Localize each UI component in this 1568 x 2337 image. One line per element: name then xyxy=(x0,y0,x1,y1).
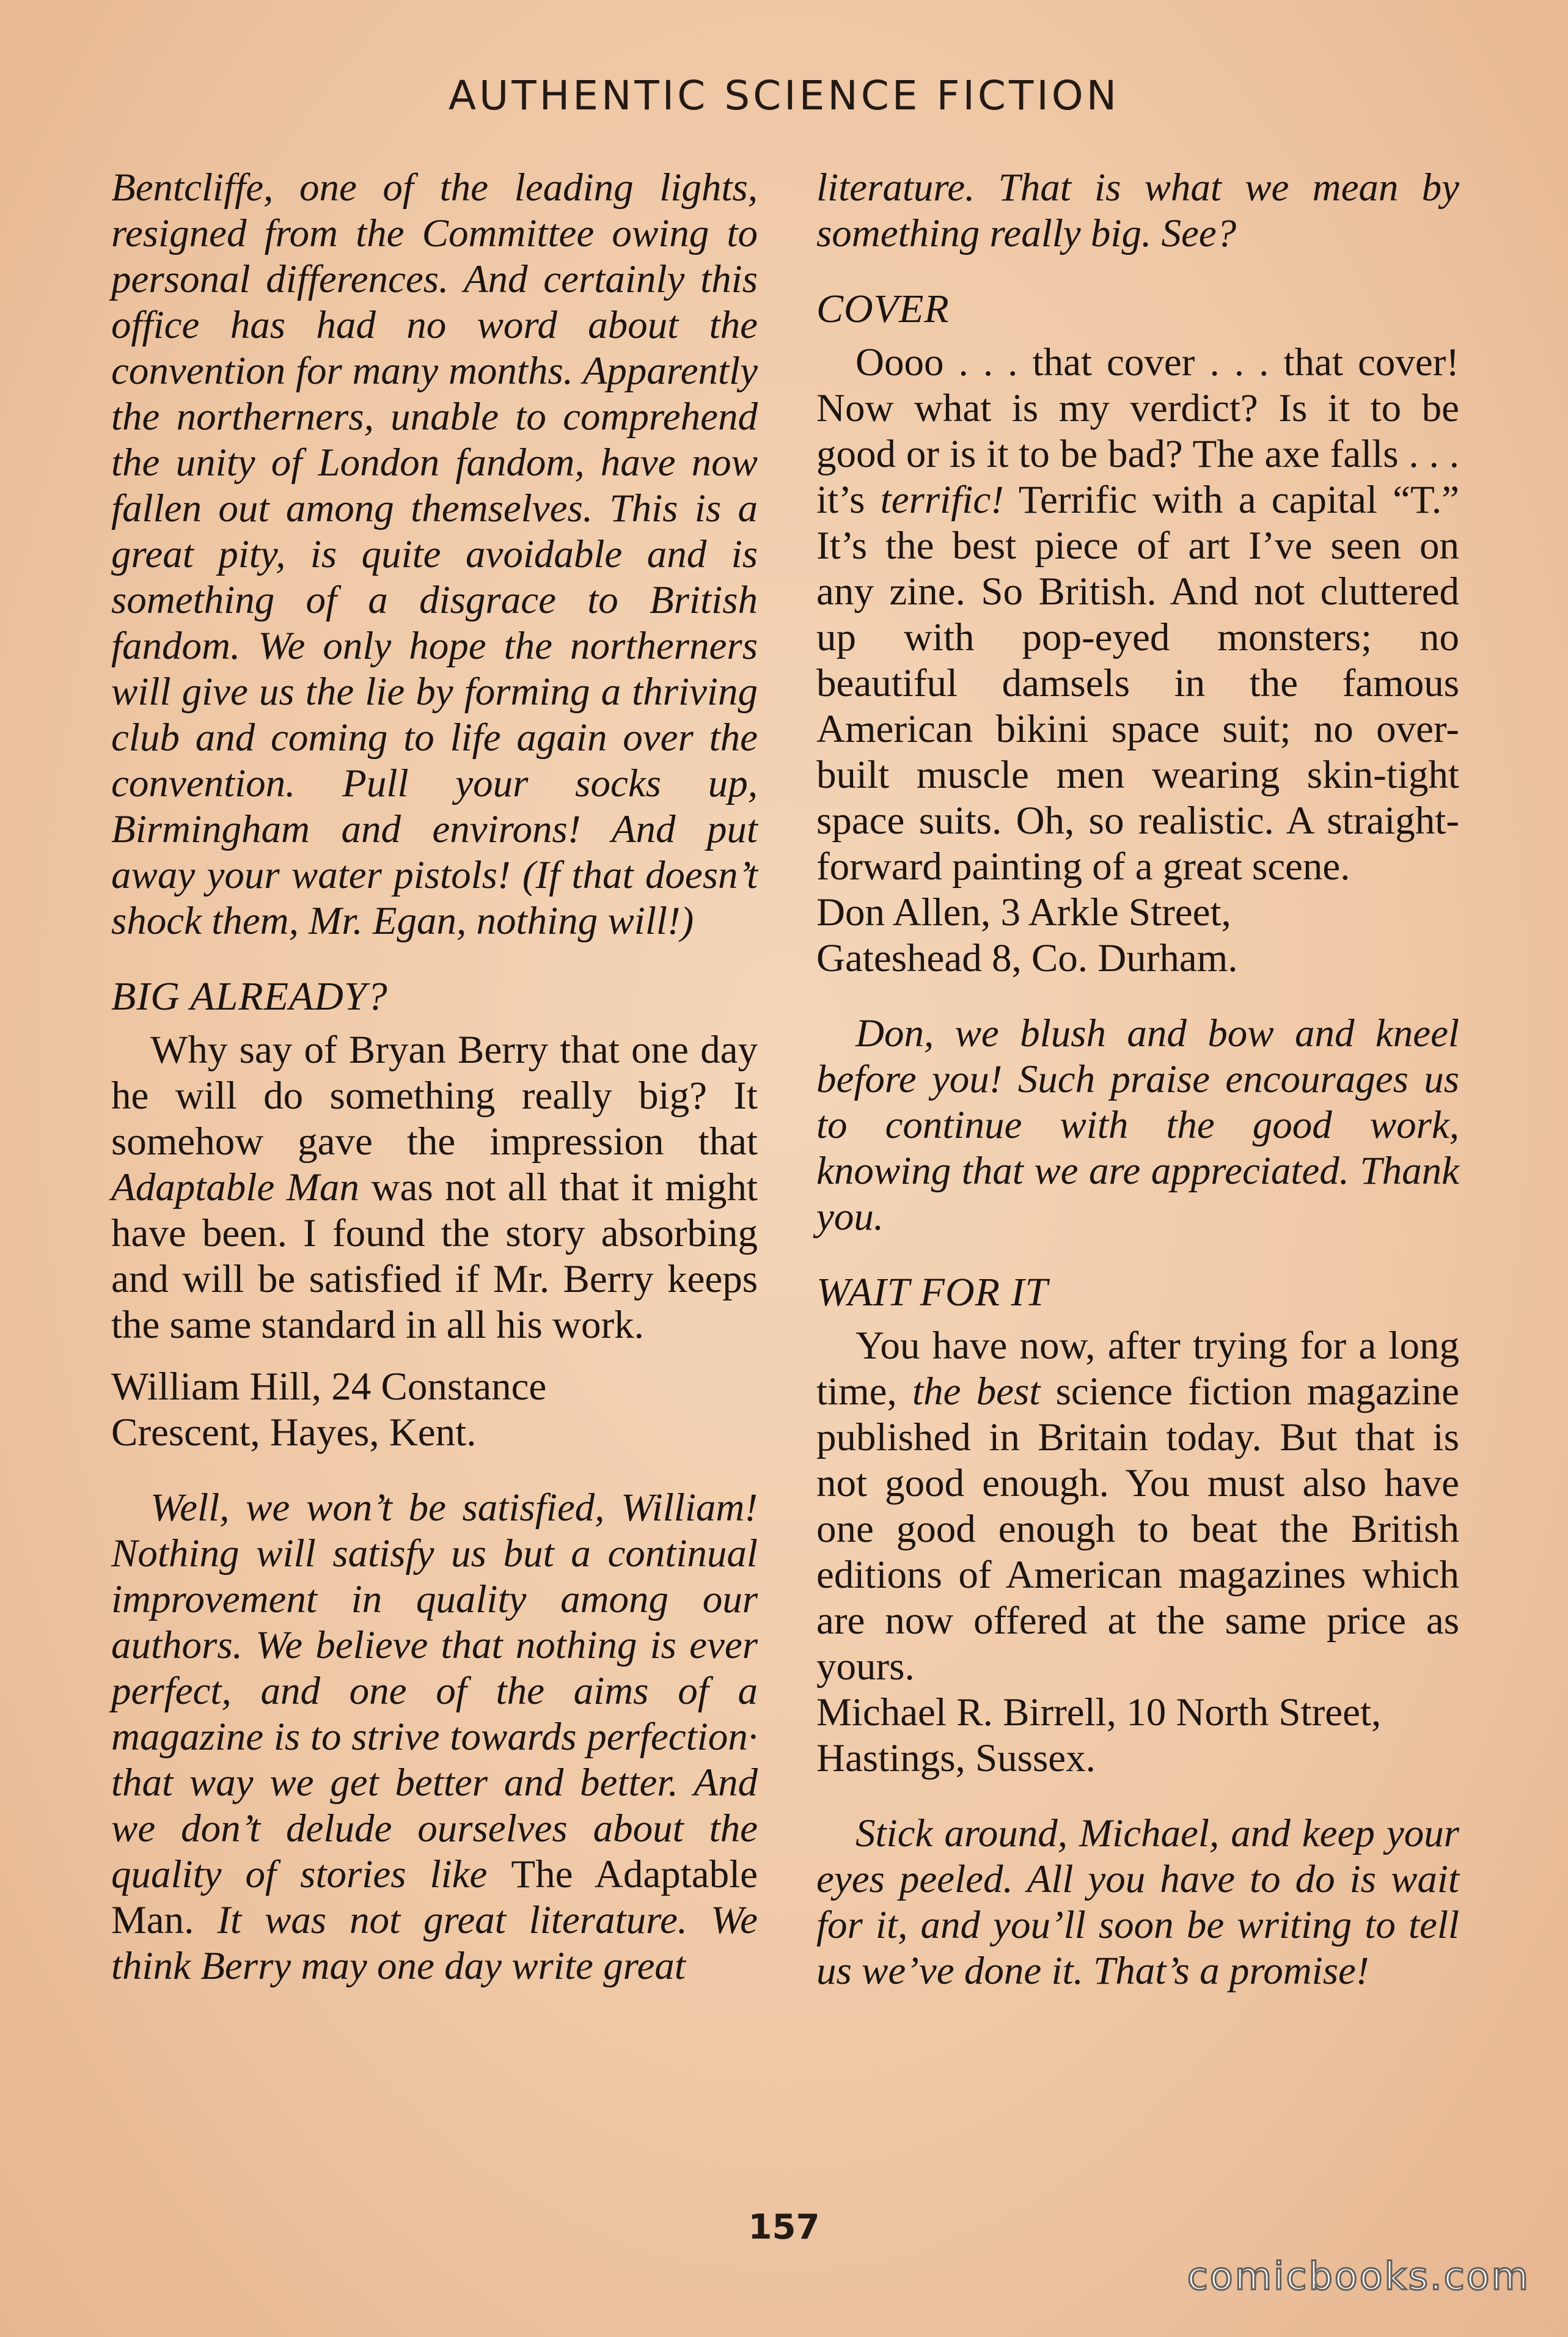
letter-cover: Oooo . . . that cover . . . that cover! Now what is my verdict? Is it to be good or is it to be bad? The axe falls . . . it’s terrific! Terrific with a capital “T.” It’s the best piece of art I’ve seen on any zine. So British. And not cluttered up with pop-eyed monsters; no beautiful damsels in the famous American bikini space suit; no over-built muscle men wearing skin-tight space suits. Oh, so realistic. A straight-forward painting of a great scene. xyxy=(816,340,1459,889)
letter-signature: Don Allen, 3 Arkle Street, Gateshead 8, Co. Durham. xyxy=(816,890,1238,980)
section-heading-wait-for-it: WAIT FOR IT xyxy=(816,1270,1049,1315)
section-heading-cover: COVER xyxy=(816,287,950,331)
editor-reply-end: literature. That is what we mean by something really big. See? xyxy=(816,166,1459,255)
editor-reply-continued: Bentcliffe, one of the leading lights, resigned from the Committee owing to personal differences. And certainly this office has had no word about the convention for many months. Apparently the northerners, unable to comprehend the unity of London fandom, have now fallen out among themselves. This is a great pity, is quite avoidable and is something of a disgrace to British fandom. We only hope the northerners will give us the lie by forming a thriving club and coming to life again over the convention. Pull your socks up, Birmingham and environs! And put away your water pistols! (If that doesn’t shock them, Mr. Egan, nothing will!) xyxy=(111,166,758,943)
editor-reply-big-already: Well, we won’t be satisfied, William! Nothing will satisfy us but a continual improvement in quality among our authors. We believe that nothing is ever perfect, and one of the aims of a magazine is to strive towards perfection· that way we get better and better. And we don’t delude ourselves about the quality of stories like The Adaptable Man. It was not great literature. We think Berry may one day write great xyxy=(111,1486,758,1988)
story-title: Adaptable Man xyxy=(111,1165,359,1209)
editor-reply-cover: Don, we blush and bow and kneel before you! Such praise encourages us to continue with the good work, knowing that we are appreciated. Thank you. xyxy=(816,1011,1459,1239)
site-watermark: comicbooks.com xyxy=(1187,2254,1530,2298)
letter-signature: Michael R. Birrell, 10 North Street, Hastings, Sussex. xyxy=(816,1690,1382,1780)
letter-wait-for-it: You have now, after trying for a long time, the best science fiction magazine published in Britain today. But that is not good enough. You must also have one good enough to beat the British editions of American magazines which are now offered at the same price as yours. xyxy=(816,1324,1459,1689)
left-column xyxy=(111,165,758,1989)
editor-reply-wait-for-it: Stick around, Michael, and keep your eyes peeled. All you have to do is wait for it, and you’ll soon be writing to tell us we’ve done it. That’s a promise! xyxy=(816,1811,1459,1993)
section-heading-big-already: BIG ALREADY? xyxy=(111,974,388,1019)
page-number: 157 xyxy=(748,2207,820,2247)
story-title: The Adaptable Man. xyxy=(111,1852,758,1942)
letter-big-already: Why say of Bryan Berry that one day he will do something really big? It somehow gave the impression that Adaptable Man was not all that it might have been. I found the story absorbing and will be satisfied if Mr. Berry keeps the same standard in all his work. xyxy=(111,1028,758,1347)
running-header: AUTHENTIC SCIENCE FICTION xyxy=(448,72,1120,119)
letter-signature: William Hill, 24 Constance Crescent, Hayes, Kent. xyxy=(111,1365,547,1455)
right-column xyxy=(816,165,1459,1994)
